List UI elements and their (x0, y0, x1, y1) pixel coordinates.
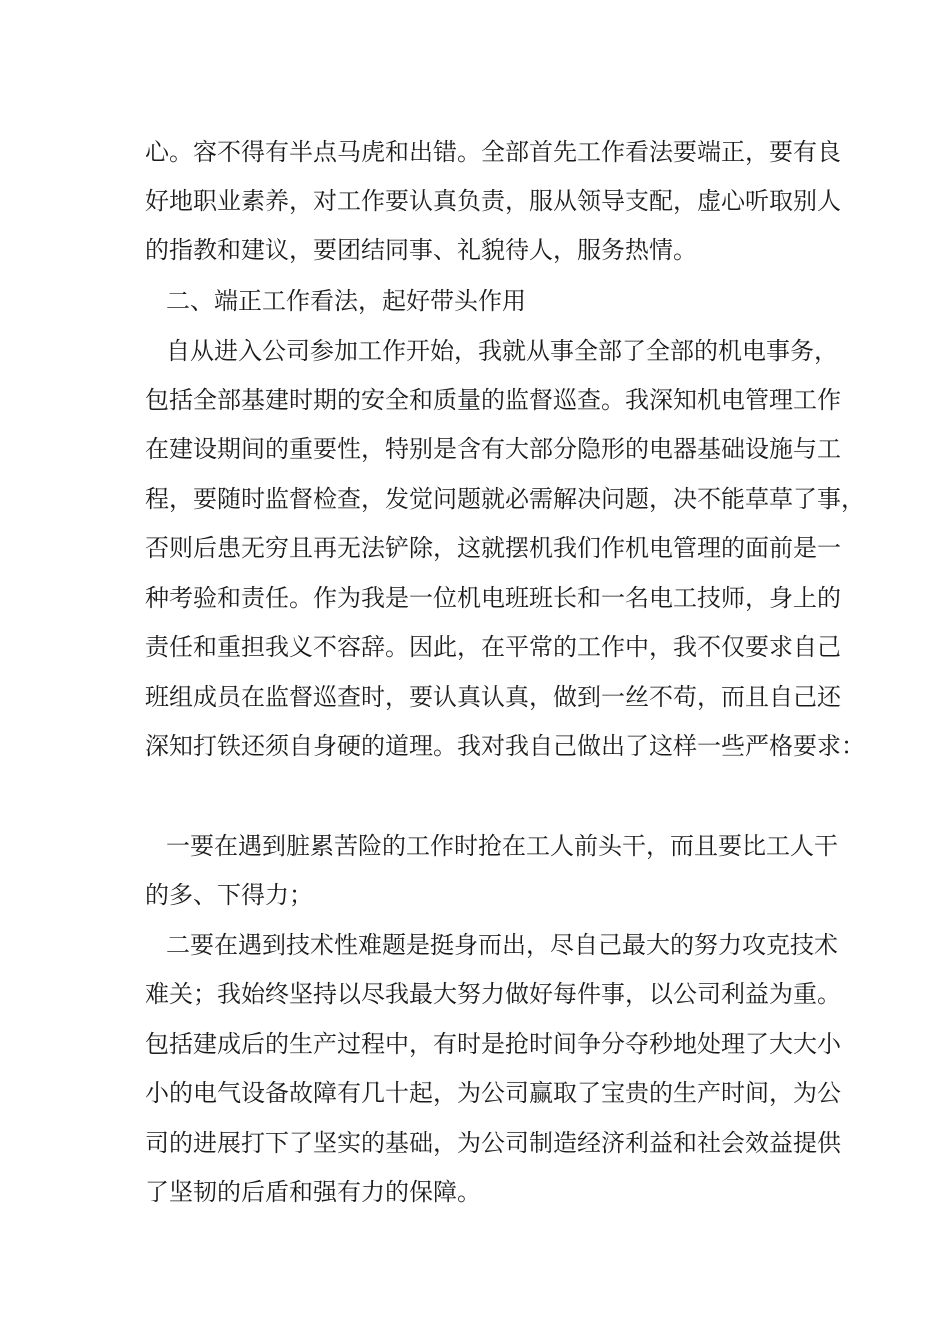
section-heading: 二、端正工作看法，起好带头作用 (166, 287, 526, 315)
text-line: 一要在遇到脏累苦险的工作时抢在工人前头干，而且要比工人干 (166, 832, 838, 860)
text-line: 种考验和责任。作为我是一位机电班班长和一名电工技师，身上的 (145, 584, 841, 612)
text-line: 的指教和建议，要团结同事、礼貌待人，服务热情。 (145, 236, 697, 264)
text-line: 包括建成后的生产过程中，有时是抢时间争分夺秒地处理了大大小 (145, 1030, 841, 1058)
text-line: 自从进入公司参加工作开始，我就从事全部了全部的机电事务， (166, 337, 838, 365)
text-line: 深知打铁还须自身硬的道理。我对我自己做出了这样一些严格要求： (145, 732, 865, 760)
text-line: 好地职业素养，对工作要认真负责，服从领导支配，虚心听取别人 (145, 187, 841, 215)
text-line: 司的进展打下了坚实的基础，为公司制造经济利益和社会效益提供 (145, 1129, 841, 1157)
text-line: 程，要随时监督检查，发觉问题就必需解决问题，决不能草草了事， (145, 485, 865, 513)
text-line: 否则后患无穷且再无法铲除，这就摆机我们作机电管理的面前是一 (145, 534, 841, 562)
text-line: 心。容不得有半点马虎和出错。全部首先工作看法要端正，要有良 (145, 138, 841, 166)
text-line: 难关；我始终坚持以尽我最大努力做好每件事，以公司利益为重。 (145, 980, 841, 1008)
text-line: 的多、下得力； (145, 881, 313, 909)
text-line: 班组成员在监督巡查时，要认真认真，做到一丝不苟，而且自己还 (145, 683, 841, 711)
text-line: 责任和重担我义不容辞。因此，在平常的工作中，我不仅要求自己 (145, 633, 841, 661)
text-line: 包括全部基建时期的安全和质量的监督巡查。我深知机电管理工作 (145, 386, 841, 414)
text-line: 二要在遇到技术性难题是挺身而出，尽自己最大的努力攻克技术 (166, 931, 838, 959)
text-line: 在建设期间的重要性，特别是含有大部分隐形的电器基础设施与工 (145, 435, 841, 463)
text-line: 了坚韧的后盾和强有力的保障。 (145, 1178, 481, 1206)
text-line: 小的电气设备故障有几十起，为公司赢取了宝贵的生产时间，为公 (145, 1079, 841, 1107)
